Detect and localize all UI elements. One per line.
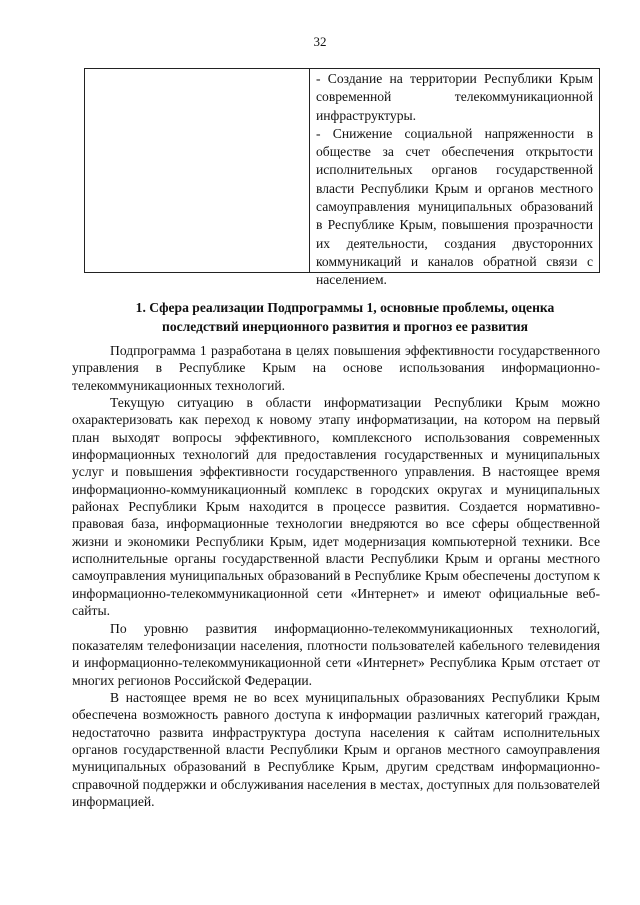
table-left-cell <box>85 69 310 272</box>
section-heading-line: 1. Сфера реализации Подпрограммы 1, основные проблемы, оценка <box>135 300 555 315</box>
paragraph: В настоящее время не во всех муниципальных образованиях Республики Крым обеспечена возможность равного доступа к информации различных категорий граждан, недостаточно развита инфраструктура доступа населения к сайтам исполнительных органов государственной власти Республики Крым и органов местного самоуправления муниципальных образований в Республике Крым, другим средствам информационно-справочной поддержки и обслуживания населения в местах, доступных для пользователей информацией. <box>72 689 600 809</box>
page-number: 32 <box>313 34 327 49</box>
paragraph: По уровню развития информационно-телекоммуникационных технологий, показателям телефонизации населения, плотности пользователей кабельного телевидения и информационно-телекоммуникационной сети «Интернет» Республика Крым отстает от многих регионов Российской Федерации. <box>72 620 600 688</box>
table-item: - Снижение социальной напряженности в обществе за счет обеспечения открытости исполнительных органов государственной власти Республики Крым и органов местного самоуправления муниципальных образований в Республике Крым, повышения прозрачности их деятельности, создания двусторонних коммуникаций и каналов обратной связи с населением. <box>316 125 593 288</box>
section-heading-line: последствий инерционного развития и прогноз ее развития <box>161 318 528 334</box>
paragraph: Подпрограмма 1 разработана в целях повышения эффективности государственного управления в Республике Крым на основе использования информационно-телекоммуникационных технологий. <box>72 343 600 393</box>
paragraph: Текущую ситуацию в области информатизации Республики Крым можно охарактеризовать как переход к новому этапу информатизации, на котором на первый план выходят вопросы эффективного, комплексного использования современных информационных технологий для предоставления государственных и муниципальных услуг и повышения эффективности государственного управления. В настоящее время информационно-коммуникационный комплекс в городских округах и муниципальных районах Республики Крым находится в процессе развития. Создается нормативно-правовая база, информационные технологии внедряются во все сферы общественной жизни и экономики Республики Крым, идет модернизация компьютерной техники. Все исполнительные органы государственной власти Республики Крым и органы местного самоуправления муниципальных образований в Республике Крым обеспечены доступом к информационно-телекоммуникационной сети «Интернет» и имеют официальные веб-сайты. <box>72 395 600 619</box>
section-body <box>72 342 600 810</box>
section-heading <box>90 299 600 336</box>
table-right-cell <box>310 69 599 288</box>
program-table <box>84 68 600 288</box>
table-item: - Создание на территории Республики Крым современной телекоммуникационной инфраструктуры. <box>316 71 593 123</box>
